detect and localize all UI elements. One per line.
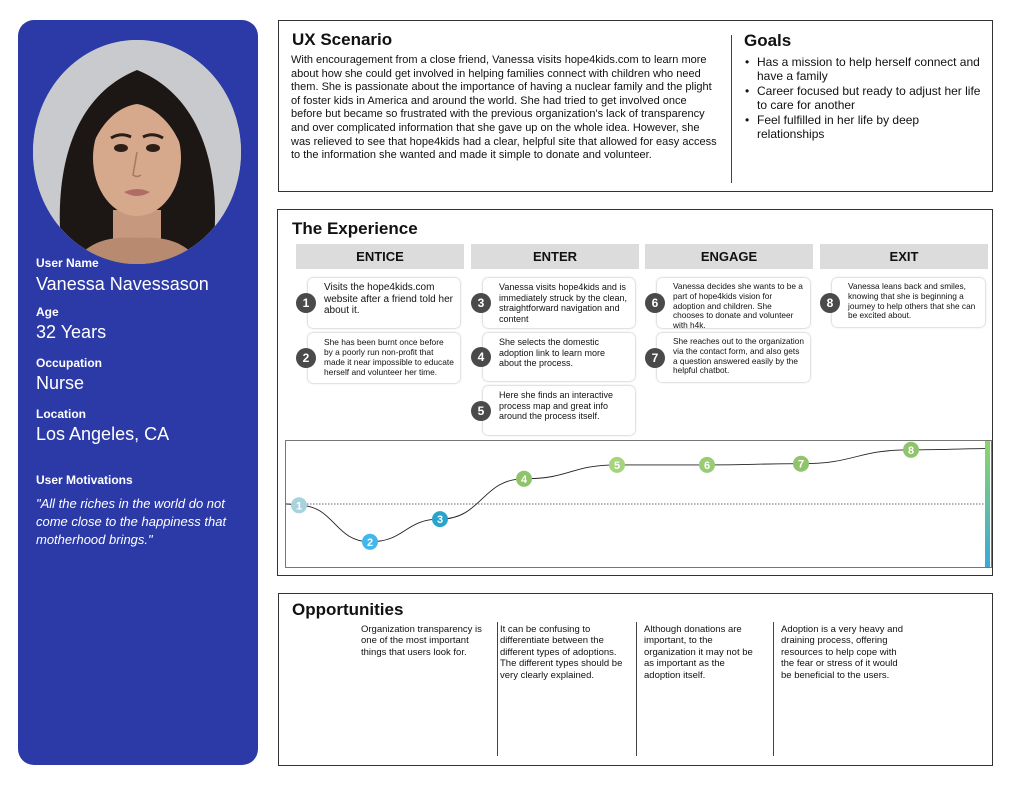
step-text: Here she finds an interactive process map and great info around the process itself. [483, 386, 635, 435]
stage-engage: ENGAGE [645, 244, 813, 269]
step-card-7 [645, 333, 810, 382]
opportunity-item: Adoption is a very heavy and draining process, offering resources to help cope with the fear or stress of it would be beneficial to the users. [781, 624, 903, 681]
step-text: Vanessa decides she wants to be a part of hope4kids vision for adoption and children. She chooses to donate and volunteer with h4k. [657, 278, 810, 328]
opportunities-title: Opportunities [292, 600, 404, 619]
opportunity-item: Although donations are important, to the organization it may not be as important as the adoption itself. [644, 624, 753, 681]
step-card-1 [296, 278, 460, 328]
age-value: 32 Years [36, 322, 107, 342]
step-text: Vanessa visits hope4kids and is immediately struck by the clean, straightforward navigation and content [483, 278, 635, 328]
location-label: Location [36, 407, 86, 421]
step-number: 2 [296, 348, 316, 368]
journey-point-label: 8 [907, 444, 915, 457]
step-card-3 [471, 278, 635, 328]
step-text: Vanessa leans back and smiles, knowing that she is beginning a journey to help others that she can be excited about. [832, 278, 985, 327]
opportunity-item: It can be confusing to differentiate between the different types of adoptions. The different types should be very clearly explained. [500, 624, 623, 681]
step-number: 6 [645, 293, 665, 313]
step-number: 8 [820, 293, 840, 313]
scenario-panel [278, 20, 993, 192]
step-number: 1 [296, 293, 316, 313]
journey-point-label: 5 [613, 459, 621, 472]
step-card-5 [471, 386, 635, 435]
opportunity-item: Organization transparency is one of the most important things that users look for. [361, 624, 482, 658]
occupation-label: Occupation [36, 356, 103, 370]
step-text: She has been burnt once before by a poorly run non-profit that made it near impossible to educate herself and volunteer her time. [308, 333, 460, 383]
stage-entice: ENTICE [296, 244, 464, 269]
journey-point-label: 6 [703, 459, 711, 472]
user-name-label: User Name [36, 256, 99, 270]
scenario-title: UX Scenario [292, 30, 393, 49]
step-number: 4 [471, 347, 491, 367]
journey-point-label: 4 [520, 473, 528, 486]
goals-title: Goals [744, 31, 792, 50]
journey-map [285, 440, 992, 568]
goal-item: • Career focused but ready to adjust her life to care for another [744, 84, 989, 112]
step-number: 5 [471, 401, 491, 421]
journey-point-label: 3 [436, 514, 444, 527]
user-name-value: Vanessa Navessason [36, 274, 209, 294]
step-card-2 [296, 333, 460, 383]
motivation-label: User Motivations [36, 473, 133, 487]
experience-title: The Experience [292, 219, 418, 238]
opportunity-divider [497, 622, 498, 756]
motivation-quote: "All the riches in the world do not come close to the happiness that motherhood brings." [36, 496, 227, 547]
journey-line [286, 449, 985, 542]
step-text: Visits the hope4kids.com website after a friend told her about it. [308, 278, 460, 328]
step-number: 7 [645, 348, 665, 368]
goals-divider [731, 35, 732, 183]
persona-photo [33, 40, 241, 264]
step-number: 3 [471, 293, 491, 313]
opportunities-panel [278, 593, 993, 766]
journey-curve-chart [286, 441, 991, 567]
goal-item: • Has a mission to help herself connect and have a family [744, 55, 989, 83]
step-text: She reaches out to the organization via the contact form, and also gets a question answered easily by the helpful chatbot. [657, 333, 810, 382]
step-card-6 [645, 278, 810, 331]
age-label: Age [36, 305, 59, 319]
opportunity-divider [773, 622, 774, 756]
experience-panel [277, 209, 993, 576]
journey-point-label: 2 [366, 536, 374, 549]
occupation-value: Nurse [36, 373, 85, 393]
stage-enter: ENTER [471, 244, 639, 269]
journey-point-label: 1 [295, 500, 303, 513]
goals-list [744, 55, 989, 142]
scenario-text: With encouragement from a close friend, Vanessa visits hope4kids.com to learn more about how she could get involved in helping families connect with children who need them. She is passionate about the importance of having a nuclear family and the plight of foster kids in America and around the world. She had tried to get involved once before but became so frustrated with the previous organization's lack of transparency and over complicated information that she gave up on the whole idea. However, she was relieved to see that hope4kids had a clear, helpful site that allowed for easy access to the information she wanted and made it simple to donate and volunteer. [291, 54, 717, 162]
sentiment-scale-bar [985, 441, 990, 567]
step-text: She selects the domestic adoption link to learn more about the process. [483, 333, 635, 381]
step-card-8 [820, 278, 985, 327]
opportunity-divider [636, 622, 637, 756]
step-card-4 [471, 333, 635, 381]
goal-item: • Feel fulfilled in her life by deep relationships [744, 113, 989, 141]
persona-photo-illustration [33, 40, 241, 264]
journey-point-label: 7 [797, 458, 805, 471]
stage-exit: EXIT [820, 244, 988, 269]
persona-card [18, 20, 258, 765]
location-value: Los Angeles, CA [36, 424, 170, 444]
